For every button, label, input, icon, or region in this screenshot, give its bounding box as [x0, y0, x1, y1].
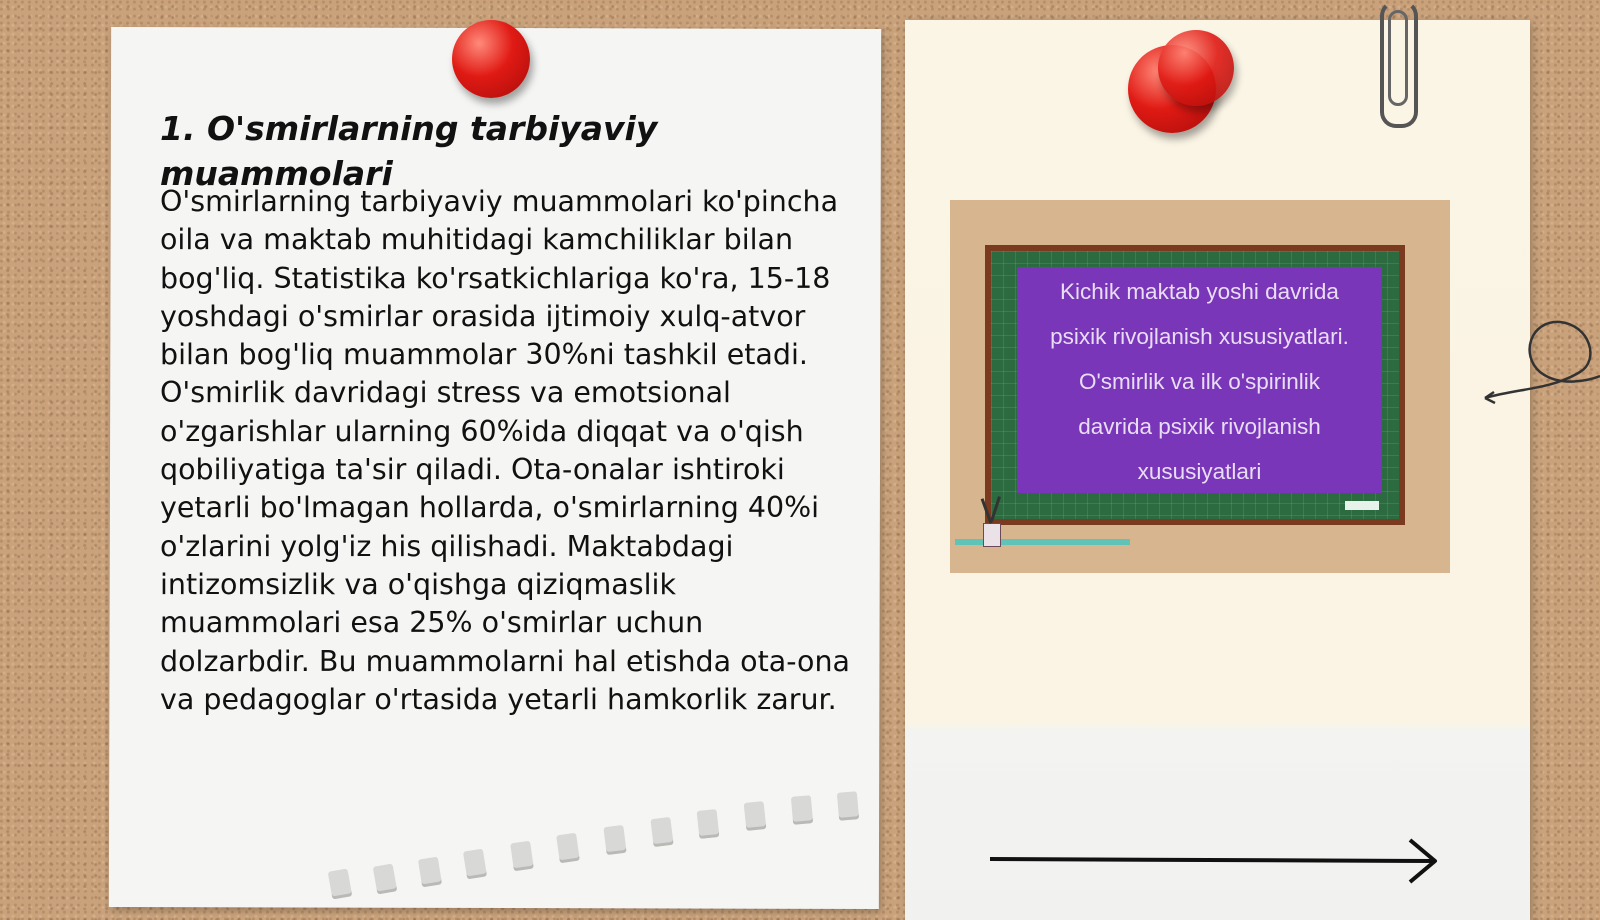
- chalk-shelf: [955, 539, 1130, 545]
- squiggle-arrow-icon: [1480, 310, 1600, 420]
- card-title: 1. O'smirlarning tarbiyaviy muammolari: [160, 109, 658, 193]
- pushpin-icon: [452, 20, 530, 98]
- notebook-tear-tabs: [300, 790, 900, 910]
- chalkboard-line: xususiyatlari: [1137, 459, 1262, 484]
- card-body-text: O'smirlarning tarbiyaviy muammolari ko'pincha oila va maktab muhitidagi kamchiliklar bilan bog'liq. Statistika ko'rsatkichlariga ko'ra, 15-18 yoshdagi o'smirlar orasida ijtimoiy xulq-atvor bilan bog'liq muammolar 30%ni tashkil etadi. O'smirlik davridagi stress va emotsional o'zgarishlar ularning 60%ida diqqat va o'qish qobiliyatiga ta'sir qiladi. Ota-onalar ishtiroki yetarli bo'lmagan hollarda, o'smirlarning 40%i o'zlarini yolg'iz his qilishadi. Maktabdagi intizomsizlik va o'qishga qiziqmaslik muammolari esa 25% o'smirlar uchun dolzarbdir. Bu muammolarni hal etishda ota-ona va pedagoglar o'rtasida yetarli hamkorlik zarur.: [160, 185, 850, 716]
- arrow-right-icon: [985, 835, 1445, 885]
- pushpin-icon: [1158, 30, 1234, 106]
- chalkboard-line: psixik rivojlanish xususiyatlari.: [1050, 324, 1349, 349]
- paperclip-inner: [1388, 10, 1408, 106]
- chalkboard-line: davrida psixik rivojlanish: [1078, 414, 1321, 439]
- chalkboard-line: Kichik maktab yoshi davrida: [1060, 279, 1339, 304]
- chalkboard-text-card: [1017, 267, 1382, 493]
- chalkboard-line: O'smirlik va ilk o'spirinlik: [1078, 369, 1321, 394]
- chalk-eraser: [1345, 501, 1379, 510]
- pencil-cup-icon: [983, 523, 1001, 547]
